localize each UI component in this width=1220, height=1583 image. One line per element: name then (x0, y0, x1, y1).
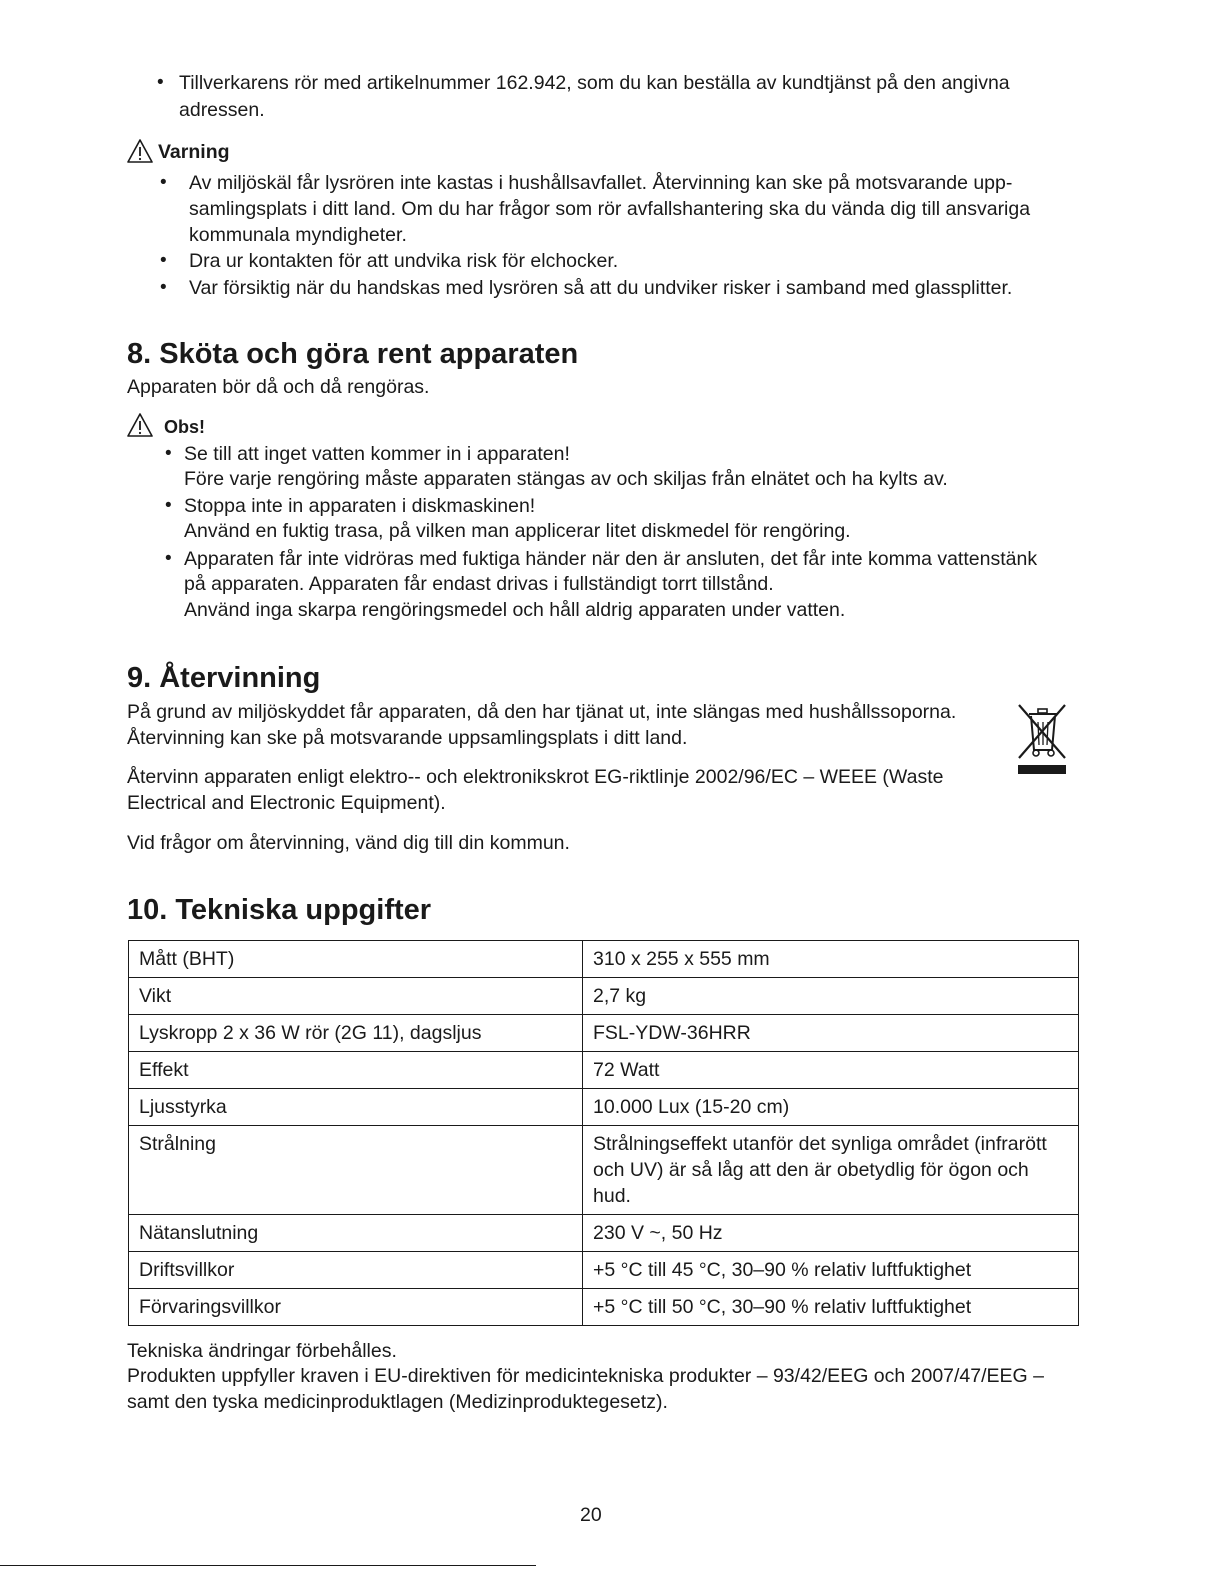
spec-value-line: 310 x 255 x 555 mm (593, 948, 770, 970)
section-8-intro: Apparaten bör då och då rengöras. (127, 376, 430, 398)
obs-bullet-3-line3: Använd inga skarpa rengöringsmedel och håll aldrig apparaten under vatten. (184, 599, 846, 621)
spec-label-cell: Mått (BHT) (129, 941, 583, 978)
warning-triangle-icon (127, 139, 153, 163)
obs-bullet-3-line2: på apparaten. Apparaten får endast drivas i fullständigt torrt tillstånd. (184, 573, 774, 595)
warning-bullet-1-line3: kommunala myndigheter. (189, 224, 407, 246)
spec-value-line: 72 Watt (593, 1059, 660, 1081)
bullet-dot: • (165, 443, 172, 464)
table-row (129, 1252, 1079, 1289)
bullet-dot: • (165, 548, 172, 569)
section-9-p1-line1: På grund av miljöskyddet får apparaten, då den har tjänat ut, inte slängas med hushållssoporna. (127, 701, 957, 723)
section-9-p3: Vid frågor om återvinning, vänd dig till din kommun. (127, 832, 570, 854)
footer-line-3: samt den tyska medicinproduktlagen (Medizinproduktegesetz). (127, 1391, 668, 1413)
spec-value-line: +5 °C till 45 °C, 30–90 % relativ luftfuktighet (593, 1259, 972, 1281)
bullet-dot: • (157, 72, 164, 93)
spec-value-cell (583, 1126, 1079, 1215)
table-row (129, 1052, 1079, 1089)
spec-label-cell: Vikt (129, 978, 583, 1015)
table-row (129, 978, 1079, 1015)
technical-specs-table (128, 940, 1079, 1326)
obs-bullet-2-line2: Använd en fuktig trasa, på vilken man applicerar litet diskmedel för rengöring. (184, 520, 851, 542)
spec-label-cell: Effekt (129, 1052, 583, 1089)
spec-value-cell (583, 1289, 1079, 1326)
table-row (129, 1089, 1079, 1126)
footer-line-2: Produkten uppfyller kraven i EU-direktiven för medicintekniska produkter – 93/42/EEG och 2007/47/EEG – (127, 1365, 1044, 1387)
obs-bullet-3-line1: Apparaten får inte vidröras med fuktiga händer när den är ansluten, det får inte komma vattenstänk (184, 548, 1038, 570)
bullet-dot: • (160, 250, 167, 271)
spec-value-line: 2,7 kg (593, 985, 647, 1007)
section-9-p2-line2: Electrical and Electronic Equipment). (127, 792, 446, 814)
table-row (129, 1289, 1079, 1326)
table-row (129, 1215, 1079, 1252)
spec-label-cell: Ljusstyrka (129, 1089, 583, 1126)
spec-value-cell (583, 1089, 1079, 1126)
spec-label-cell: Strålning (129, 1126, 583, 1215)
bullet-dot: • (160, 172, 167, 193)
spec-value-line: och UV) är så låg att den är obetydlig för ögon och (593, 1159, 1029, 1181)
spec-value-cell (583, 978, 1079, 1015)
warning-bullet-2: Dra ur kontakten för att undvika risk för elchocker. (189, 250, 619, 272)
warning-title: Varning (158, 141, 230, 163)
section-9-heading: 9. Återvinning (127, 662, 321, 694)
spec-label-cell: Förvaringsvillkor (129, 1289, 583, 1326)
table-row (129, 941, 1079, 978)
technical-specs-body (129, 941, 1079, 1326)
section-9-p1-line2: Återvinning kan ske på motsvarande uppsamlingsplats i ditt land. (127, 727, 688, 749)
page-bottom-rule (0, 1565, 536, 1566)
page-number: 20 (580, 1504, 602, 1526)
spec-value-line: hud. (593, 1185, 631, 1207)
spec-value-line: FSL-YDW-36HRR (593, 1022, 751, 1044)
obs-bullet-2-line1: Stoppa inte in apparaten i diskmaskinen! (184, 495, 536, 517)
spec-value-cell (583, 1052, 1079, 1089)
bullet-dot: • (160, 277, 167, 298)
obs-bullet-1-line1: Se till att inget vatten kommer in i apparaten! (184, 443, 570, 465)
bullet-dot: • (165, 495, 172, 516)
obs-title: Obs! (164, 417, 206, 437)
spec-value-line: +5 °C till 50 °C, 30–90 % relativ luftfuktighet (593, 1296, 972, 1318)
spec-value-cell (583, 941, 1079, 978)
section-9-p2-line1: Återvinn apparaten enligt elektro-- och elektronikskrot EG-riktlinje 2002/96/EC – WEEE (Waste (127, 766, 944, 788)
spec-value-cell (583, 1252, 1079, 1289)
spec-label-cell: Driftsvillkor (129, 1252, 583, 1289)
section-8-heading: 8. Sköta och göra rent apparaten (127, 338, 579, 370)
top-bullet-line2: adressen. (179, 99, 265, 121)
crossed-out-wheelie-bin-icon (1015, 700, 1070, 780)
table-row (129, 1126, 1079, 1215)
warning-bullet-3: Var försiktig när du handskas med lysrören så att du undviker risker i samband med glassplitter. (189, 277, 1013, 299)
warning-triangle-icon (127, 413, 153, 437)
spec-label-cell: Nätanslutning (129, 1215, 583, 1252)
spec-value-line: Strålningseffekt utanför det synliga området (infrarött (593, 1133, 1047, 1155)
spec-value-line: 10.000 Lux (15-20 cm) (593, 1096, 790, 1118)
spec-label-cell: Lyskropp 2 x 36 W rör (2G 11), dagsljus (129, 1015, 583, 1052)
warning-bullet-1-line2: samlingsplats i ditt land. Om du har frågor som rör avfallshantering ska du vända dig till ansvariga (189, 198, 1031, 220)
spec-value-cell (583, 1215, 1079, 1252)
obs-bullet-1-line2: Före varje rengöring måste apparaten stängas av och skiljas från elnätet och ha kylts av. (184, 468, 948, 490)
spec-value-cell (583, 1015, 1079, 1052)
footer-line-1: Tekniska ändringar förbehålles. (127, 1340, 397, 1362)
top-bullet-line1: Tillverkarens rör med artikelnummer 162.942, som du kan beställa av kundtjänst på den angivna (179, 72, 1010, 94)
warning-bullet-1-line1: Av miljöskäl får lysrören inte kastas i hushållsavfallet. Återvinning kan ske på motsvarande upp- (189, 172, 1013, 194)
section-10-heading: 10. Tekniska uppgifter (127, 894, 432, 926)
table-row (129, 1015, 1079, 1052)
spec-value-line: 230 V ~, 50 Hz (593, 1222, 723, 1244)
